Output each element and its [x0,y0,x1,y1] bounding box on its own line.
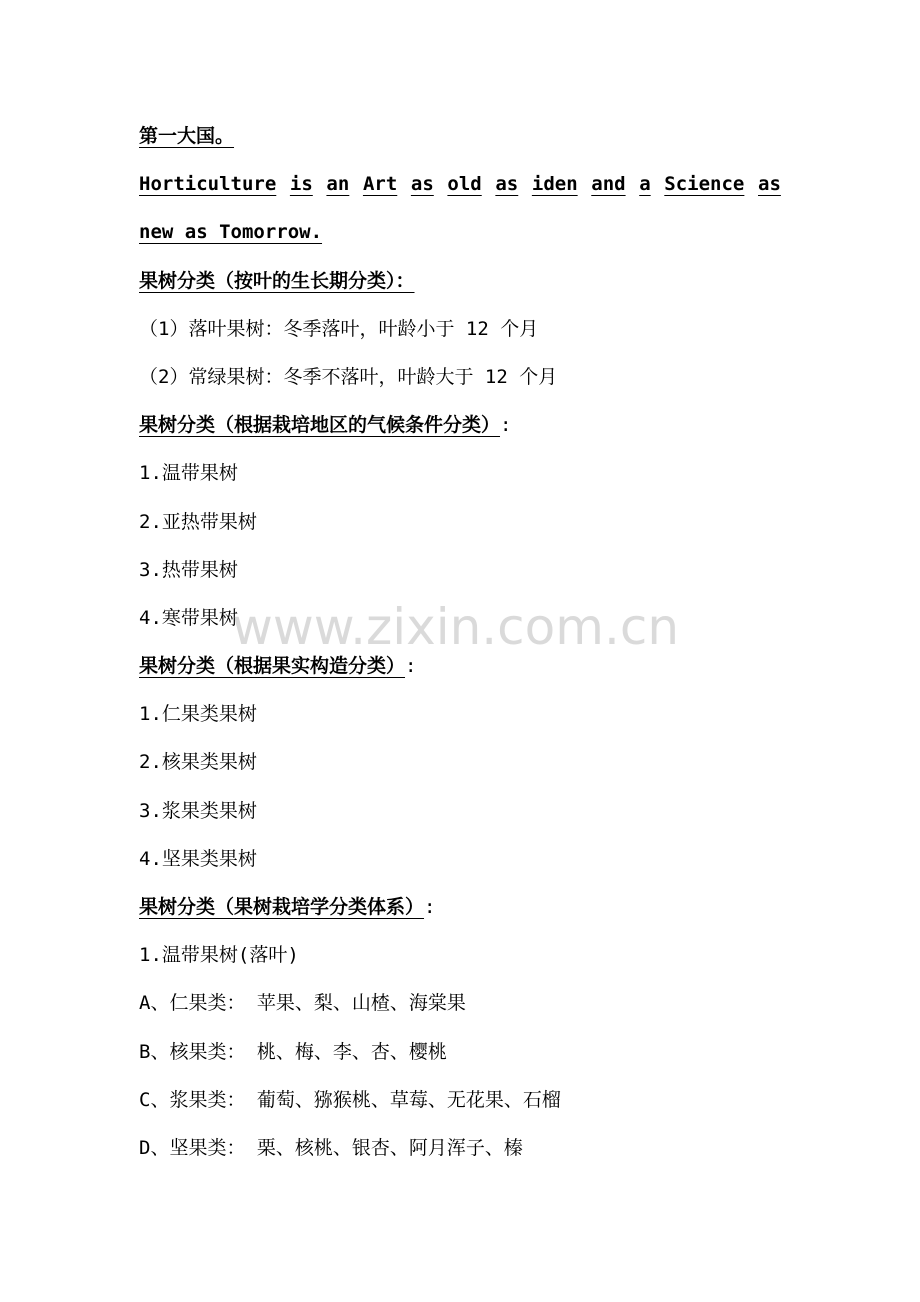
list-item: （1）落叶果树：冬季落叶，叶龄小于 12 个月 [139,317,539,340]
quote-word: as [758,173,781,196]
list-item: （2）常绿果树：冬季不落叶，叶龄大于 12 个月 [139,365,558,388]
section-heading-climate: 果树分类（根据栽培地区的气候条件分类）: [139,414,512,437]
list-item: 1.温带果树(落叶) [139,944,299,967]
list-item: 2.核果类果树 [139,751,257,774]
list-item: 1.温带果树 [139,462,238,485]
quote-word: as [495,173,519,196]
quote-line-2: new as Tomorrow. [139,221,323,244]
watermark: www.zixin.com.cn [232,598,680,656]
list-item: 1.仁果类果树 [139,703,257,726]
list-item: A、仁果类： 苹果、梨、山楂、海棠果 [139,992,466,1015]
section-heading-cultivation-system: 果树分类（果树栽培学分类体系）: [139,896,436,918]
quote-line-1 [139,162,781,210]
list-item: D、坚果类： 栗、核桃、银杏、阿月浑子、榛 [139,1136,523,1159]
quote-word: Science [664,173,745,196]
list-item: 2.亚热带果树 [139,510,257,533]
list-item: C、浆果类： 葡萄、猕猴桃、草莓、无花果、石榴 [139,1088,561,1111]
quote-word: an [326,173,350,196]
list-item: 3.浆果类果树 [139,799,257,822]
section-heading-leaf-period: 果树分类（按叶的生长期分类）： [139,269,415,292]
quote-word: Horticulture [139,173,277,196]
list-item: B、核果类： 桃、梅、李、杏、樱桃 [139,1040,447,1063]
list-item: 3.热带果树 [139,558,238,581]
list-item: 4.坚果类果树 [139,847,257,870]
quote-word: iden [531,173,578,196]
quote-word: a [639,173,651,196]
quote-word: and [591,173,626,196]
quote-word: old [447,173,482,196]
list-item: 4.寒带果树 [139,606,238,629]
quote-word: is [289,173,313,196]
section-heading-fruit-structure: 果树分类（根据果实构造分类）: [139,655,417,678]
doc-title: 第一大国。 [139,125,235,147]
quote-word: Art [362,173,398,196]
quote-word: as [410,173,434,196]
